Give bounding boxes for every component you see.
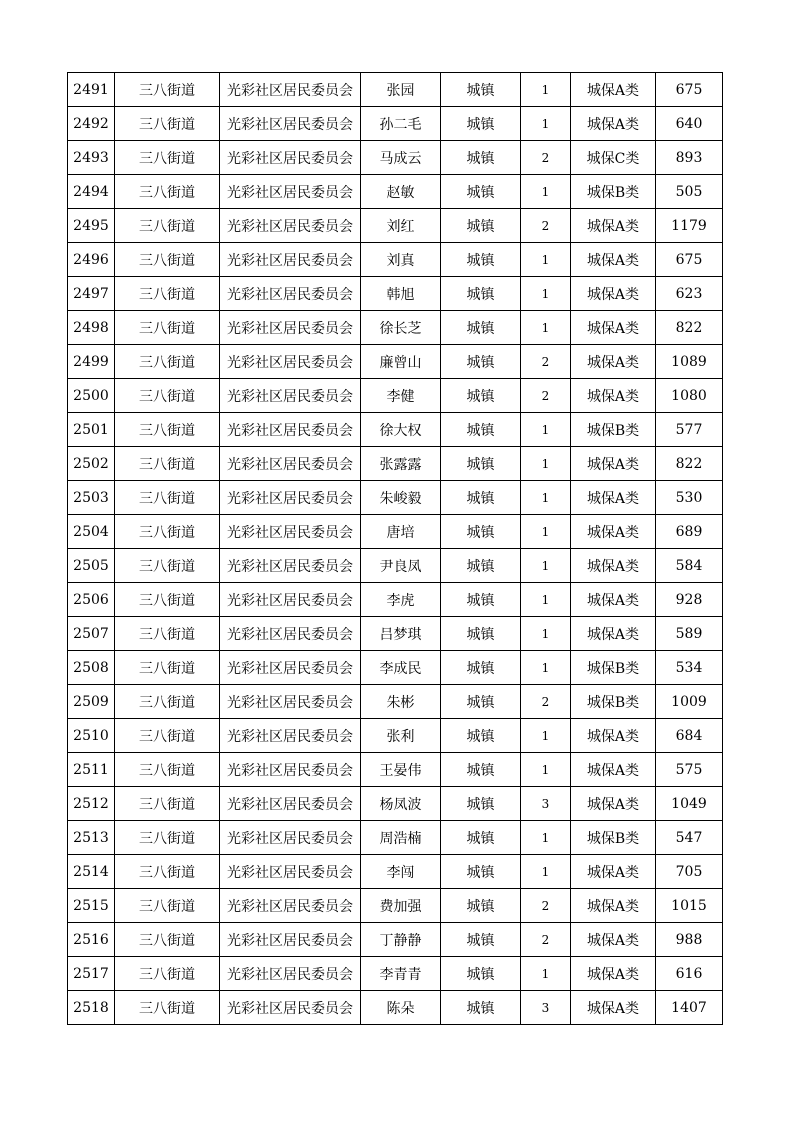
cell-street: 三八街道 xyxy=(115,855,220,889)
cell-street: 三八街道 xyxy=(115,311,220,345)
cell-amount: 988 xyxy=(656,923,723,957)
cell-insurance-category: 城保A类 xyxy=(571,243,656,277)
cell-row-index: 2507 xyxy=(68,617,115,651)
cell-area-type: 城镇 xyxy=(441,957,521,991)
cell-area-type: 城镇 xyxy=(441,855,521,889)
cell-household-count: 1 xyxy=(521,651,571,685)
cell-household-count: 1 xyxy=(521,617,571,651)
cell-street: 三八街道 xyxy=(115,651,220,685)
cell-row-index: 2516 xyxy=(68,923,115,957)
cell-name: 朱峻毅 xyxy=(361,481,441,515)
cell-name: 张露露 xyxy=(361,447,441,481)
cell-household-count: 2 xyxy=(521,685,571,719)
cell-street: 三八街道 xyxy=(115,923,220,957)
cell-name: 张利 xyxy=(361,719,441,753)
cell-amount: 584 xyxy=(656,549,723,583)
cell-amount: 505 xyxy=(656,175,723,209)
cell-street: 三八街道 xyxy=(115,277,220,311)
cell-street: 三八街道 xyxy=(115,345,220,379)
cell-household-count: 2 xyxy=(521,345,571,379)
cell-name: 王晏伟 xyxy=(361,753,441,787)
cell-row-index: 2501 xyxy=(68,413,115,447)
cell-household-count: 1 xyxy=(521,753,571,787)
cell-insurance-category: 城保A类 xyxy=(571,855,656,889)
table-row xyxy=(68,73,723,107)
data-table xyxy=(67,72,723,1025)
cell-street: 三八街道 xyxy=(115,141,220,175)
cell-household-count: 1 xyxy=(521,447,571,481)
cell-household-count: 1 xyxy=(521,107,571,141)
cell-household-count: 1 xyxy=(521,583,571,617)
cell-area-type: 城镇 xyxy=(441,719,521,753)
cell-area-type: 城镇 xyxy=(441,651,521,685)
cell-street: 三八街道 xyxy=(115,787,220,821)
table-row xyxy=(68,651,723,685)
table-row xyxy=(68,889,723,923)
cell-amount: 1009 xyxy=(656,685,723,719)
cell-row-index: 2492 xyxy=(68,107,115,141)
cell-street: 三八街道 xyxy=(115,447,220,481)
cell-name: 吕梦琪 xyxy=(361,617,441,651)
cell-insurance-category: 城保B类 xyxy=(571,413,656,447)
cell-row-index: 2509 xyxy=(68,685,115,719)
cell-insurance-category: 城保A类 xyxy=(571,277,656,311)
table-row xyxy=(68,957,723,991)
cell-community: 光彩社区居民委员会 xyxy=(220,821,361,855)
cell-street: 三八街道 xyxy=(115,243,220,277)
cell-community: 光彩社区居民委员会 xyxy=(220,345,361,379)
cell-community: 光彩社区居民委员会 xyxy=(220,107,361,141)
cell-community: 光彩社区居民委员会 xyxy=(220,957,361,991)
cell-community: 光彩社区居民委员会 xyxy=(220,617,361,651)
cell-row-index: 2503 xyxy=(68,481,115,515)
cell-street: 三八街道 xyxy=(115,175,220,209)
cell-insurance-category: 城保C类 xyxy=(571,141,656,175)
cell-household-count: 1 xyxy=(521,719,571,753)
cell-amount: 1080 xyxy=(656,379,723,413)
cell-name: 杨凤波 xyxy=(361,787,441,821)
table-row xyxy=(68,243,723,277)
cell-household-count: 2 xyxy=(521,141,571,175)
cell-community: 光彩社区居民委员会 xyxy=(220,549,361,583)
cell-name: 刘真 xyxy=(361,243,441,277)
cell-insurance-category: 城保A类 xyxy=(571,311,656,345)
cell-community: 光彩社区居民委员会 xyxy=(220,855,361,889)
cell-name: 李虎 xyxy=(361,583,441,617)
cell-community: 光彩社区居民委员会 xyxy=(220,753,361,787)
cell-insurance-category: 城保A类 xyxy=(571,107,656,141)
cell-name: 赵敏 xyxy=(361,175,441,209)
cell-area-type: 城镇 xyxy=(441,243,521,277)
cell-insurance-category: 城保A类 xyxy=(571,923,656,957)
cell-amount: 1089 xyxy=(656,345,723,379)
cell-community: 光彩社区居民委员会 xyxy=(220,923,361,957)
cell-area-type: 城镇 xyxy=(441,311,521,345)
cell-name: 周浩楠 xyxy=(361,821,441,855)
cell-insurance-category: 城保A类 xyxy=(571,719,656,753)
cell-street: 三八街道 xyxy=(115,753,220,787)
cell-insurance-category: 城保A类 xyxy=(571,515,656,549)
cell-area-type: 城镇 xyxy=(441,617,521,651)
cell-household-count: 2 xyxy=(521,923,571,957)
cell-area-type: 城镇 xyxy=(441,379,521,413)
cell-insurance-category: 城保A类 xyxy=(571,73,656,107)
cell-name: 丁静静 xyxy=(361,923,441,957)
cell-insurance-category: 城保A类 xyxy=(571,787,656,821)
table-row xyxy=(68,277,723,311)
cell-area-type: 城镇 xyxy=(441,175,521,209)
cell-insurance-category: 城保A类 xyxy=(571,549,656,583)
cell-row-index: 2493 xyxy=(68,141,115,175)
table-row xyxy=(68,481,723,515)
cell-name: 朱彬 xyxy=(361,685,441,719)
cell-community: 光彩社区居民委员会 xyxy=(220,141,361,175)
cell-community: 光彩社区居民委员会 xyxy=(220,209,361,243)
cell-row-index: 2512 xyxy=(68,787,115,821)
cell-insurance-category: 城保B类 xyxy=(571,651,656,685)
cell-amount: 1179 xyxy=(656,209,723,243)
cell-amount: 684 xyxy=(656,719,723,753)
cell-household-count: 1 xyxy=(521,957,571,991)
cell-name: 孙二毛 xyxy=(361,107,441,141)
cell-insurance-category: 城保A类 xyxy=(571,447,656,481)
cell-row-index: 2505 xyxy=(68,549,115,583)
cell-household-count: 3 xyxy=(521,787,571,821)
cell-name: 李成民 xyxy=(361,651,441,685)
cell-area-type: 城镇 xyxy=(441,923,521,957)
cell-amount: 640 xyxy=(656,107,723,141)
cell-name: 徐长芝 xyxy=(361,311,441,345)
cell-household-count: 1 xyxy=(521,413,571,447)
cell-household-count: 1 xyxy=(521,515,571,549)
cell-area-type: 城镇 xyxy=(441,753,521,787)
cell-insurance-category: 城保A类 xyxy=(571,379,656,413)
cell-street: 三八街道 xyxy=(115,957,220,991)
cell-area-type: 城镇 xyxy=(441,73,521,107)
cell-area-type: 城镇 xyxy=(441,991,521,1025)
cell-street: 三八街道 xyxy=(115,719,220,753)
cell-name: 陈朵 xyxy=(361,991,441,1025)
cell-street: 三八街道 xyxy=(115,481,220,515)
cell-community: 光彩社区居民委员会 xyxy=(220,719,361,753)
cell-street: 三八街道 xyxy=(115,685,220,719)
cell-row-index: 2508 xyxy=(68,651,115,685)
cell-community: 光彩社区居民委员会 xyxy=(220,277,361,311)
cell-name: 韩旭 xyxy=(361,277,441,311)
cell-row-index: 2504 xyxy=(68,515,115,549)
table-row xyxy=(68,855,723,889)
table-row xyxy=(68,549,723,583)
cell-name: 张园 xyxy=(361,73,441,107)
cell-row-index: 2518 xyxy=(68,991,115,1025)
cell-community: 光彩社区居民委员会 xyxy=(220,413,361,447)
table-row xyxy=(68,413,723,447)
cell-household-count: 1 xyxy=(521,73,571,107)
table-body xyxy=(68,73,723,1025)
cell-street: 三八街道 xyxy=(115,413,220,447)
cell-street: 三八街道 xyxy=(115,583,220,617)
cell-household-count: 3 xyxy=(521,991,571,1025)
cell-insurance-category: 城保A类 xyxy=(571,889,656,923)
cell-insurance-category: 城保B类 xyxy=(571,685,656,719)
cell-row-index: 2496 xyxy=(68,243,115,277)
cell-amount: 577 xyxy=(656,413,723,447)
cell-area-type: 城镇 xyxy=(441,107,521,141)
cell-household-count: 1 xyxy=(521,175,571,209)
cell-amount: 547 xyxy=(656,821,723,855)
cell-household-count: 1 xyxy=(521,549,571,583)
cell-area-type: 城镇 xyxy=(441,277,521,311)
cell-area-type: 城镇 xyxy=(441,141,521,175)
cell-insurance-category: 城保B类 xyxy=(571,821,656,855)
cell-insurance-category: 城保A类 xyxy=(571,753,656,787)
cell-area-type: 城镇 xyxy=(441,413,521,447)
table-row xyxy=(68,991,723,1025)
cell-row-index: 2499 xyxy=(68,345,115,379)
cell-household-count: 1 xyxy=(521,277,571,311)
cell-community: 光彩社区居民委员会 xyxy=(220,73,361,107)
cell-name: 马成云 xyxy=(361,141,441,175)
table-row xyxy=(68,447,723,481)
cell-name: 尹良凤 xyxy=(361,549,441,583)
cell-community: 光彩社区居民委员会 xyxy=(220,685,361,719)
cell-amount: 589 xyxy=(656,617,723,651)
cell-name: 唐培 xyxy=(361,515,441,549)
cell-area-type: 城镇 xyxy=(441,481,521,515)
cell-amount: 623 xyxy=(656,277,723,311)
cell-amount: 534 xyxy=(656,651,723,685)
cell-amount: 822 xyxy=(656,311,723,345)
cell-name: 徐大权 xyxy=(361,413,441,447)
cell-row-index: 2515 xyxy=(68,889,115,923)
cell-street: 三八街道 xyxy=(115,821,220,855)
cell-row-index: 2497 xyxy=(68,277,115,311)
cell-insurance-category: 城保A类 xyxy=(571,481,656,515)
cell-area-type: 城镇 xyxy=(441,583,521,617)
cell-street: 三八街道 xyxy=(115,515,220,549)
cell-street: 三八街道 xyxy=(115,379,220,413)
cell-street: 三八街道 xyxy=(115,991,220,1025)
cell-row-index: 2511 xyxy=(68,753,115,787)
table-row xyxy=(68,719,723,753)
cell-community: 光彩社区居民委员会 xyxy=(220,243,361,277)
cell-community: 光彩社区居民委员会 xyxy=(220,651,361,685)
cell-household-count: 2 xyxy=(521,379,571,413)
table-row xyxy=(68,345,723,379)
cell-street: 三八街道 xyxy=(115,617,220,651)
table-row xyxy=(68,311,723,345)
cell-street: 三八街道 xyxy=(115,73,220,107)
cell-amount: 822 xyxy=(656,447,723,481)
cell-amount: 893 xyxy=(656,141,723,175)
cell-amount: 1015 xyxy=(656,889,723,923)
cell-area-type: 城镇 xyxy=(441,787,521,821)
cell-community: 光彩社区居民委员会 xyxy=(220,583,361,617)
cell-row-index: 2517 xyxy=(68,957,115,991)
cell-amount: 1049 xyxy=(656,787,723,821)
cell-row-index: 2498 xyxy=(68,311,115,345)
cell-row-index: 2502 xyxy=(68,447,115,481)
cell-insurance-category: 城保A类 xyxy=(571,345,656,379)
cell-amount: 675 xyxy=(656,243,723,277)
cell-street: 三八街道 xyxy=(115,107,220,141)
cell-household-count: 1 xyxy=(521,481,571,515)
cell-household-count: 2 xyxy=(521,889,571,923)
cell-name: 李青青 xyxy=(361,957,441,991)
cell-row-index: 2510 xyxy=(68,719,115,753)
cell-community: 光彩社区居民委员会 xyxy=(220,515,361,549)
table-row xyxy=(68,515,723,549)
table-row xyxy=(68,821,723,855)
cell-household-count: 1 xyxy=(521,821,571,855)
cell-row-index: 2494 xyxy=(68,175,115,209)
cell-insurance-category: 城保A类 xyxy=(571,957,656,991)
cell-area-type: 城镇 xyxy=(441,345,521,379)
cell-area-type: 城镇 xyxy=(441,447,521,481)
cell-insurance-category: 城保A类 xyxy=(571,583,656,617)
cell-name: 刘红 xyxy=(361,209,441,243)
cell-community: 光彩社区居民委员会 xyxy=(220,991,361,1025)
cell-row-index: 2491 xyxy=(68,73,115,107)
cell-row-index: 2513 xyxy=(68,821,115,855)
cell-area-type: 城镇 xyxy=(441,515,521,549)
cell-insurance-category: 城保A类 xyxy=(571,617,656,651)
cell-row-index: 2495 xyxy=(68,209,115,243)
cell-community: 光彩社区居民委员会 xyxy=(220,787,361,821)
cell-amount: 689 xyxy=(656,515,723,549)
cell-insurance-category: 城保A类 xyxy=(571,209,656,243)
table-row xyxy=(68,107,723,141)
cell-community: 光彩社区居民委员会 xyxy=(220,889,361,923)
cell-street: 三八街道 xyxy=(115,549,220,583)
cell-name: 李健 xyxy=(361,379,441,413)
cell-community: 光彩社区居民委员会 xyxy=(220,481,361,515)
table-row xyxy=(68,753,723,787)
cell-area-type: 城镇 xyxy=(441,549,521,583)
table-row xyxy=(68,685,723,719)
cell-row-index: 2506 xyxy=(68,583,115,617)
cell-household-count: 1 xyxy=(521,243,571,277)
cell-community: 光彩社区居民委员会 xyxy=(220,379,361,413)
cell-row-index: 2500 xyxy=(68,379,115,413)
cell-street: 三八街道 xyxy=(115,209,220,243)
table-row xyxy=(68,141,723,175)
cell-name: 廉曾山 xyxy=(361,345,441,379)
table-row xyxy=(68,923,723,957)
cell-area-type: 城镇 xyxy=(441,685,521,719)
cell-name: 李闯 xyxy=(361,855,441,889)
table-row xyxy=(68,583,723,617)
cell-area-type: 城镇 xyxy=(441,821,521,855)
cell-row-index: 2514 xyxy=(68,855,115,889)
cell-amount: 675 xyxy=(656,73,723,107)
cell-amount: 616 xyxy=(656,957,723,991)
cell-amount: 575 xyxy=(656,753,723,787)
cell-amount: 928 xyxy=(656,583,723,617)
cell-amount: 530 xyxy=(656,481,723,515)
table-row xyxy=(68,175,723,209)
cell-name: 费加强 xyxy=(361,889,441,923)
cell-household-count: 2 xyxy=(521,209,571,243)
cell-household-count: 1 xyxy=(521,311,571,345)
table-row xyxy=(68,787,723,821)
cell-insurance-category: 城保A类 xyxy=(571,991,656,1025)
cell-household-count: 1 xyxy=(521,855,571,889)
cell-area-type: 城镇 xyxy=(441,209,521,243)
table-row xyxy=(68,379,723,413)
cell-amount: 1407 xyxy=(656,991,723,1025)
cell-community: 光彩社区居民委员会 xyxy=(220,447,361,481)
cell-amount: 705 xyxy=(656,855,723,889)
table-row xyxy=(68,617,723,651)
table-row xyxy=(68,209,723,243)
cell-street: 三八街道 xyxy=(115,889,220,923)
cell-community: 光彩社区居民委员会 xyxy=(220,175,361,209)
cell-area-type: 城镇 xyxy=(441,889,521,923)
cell-community: 光彩社区居民委员会 xyxy=(220,311,361,345)
cell-insurance-category: 城保B类 xyxy=(571,175,656,209)
